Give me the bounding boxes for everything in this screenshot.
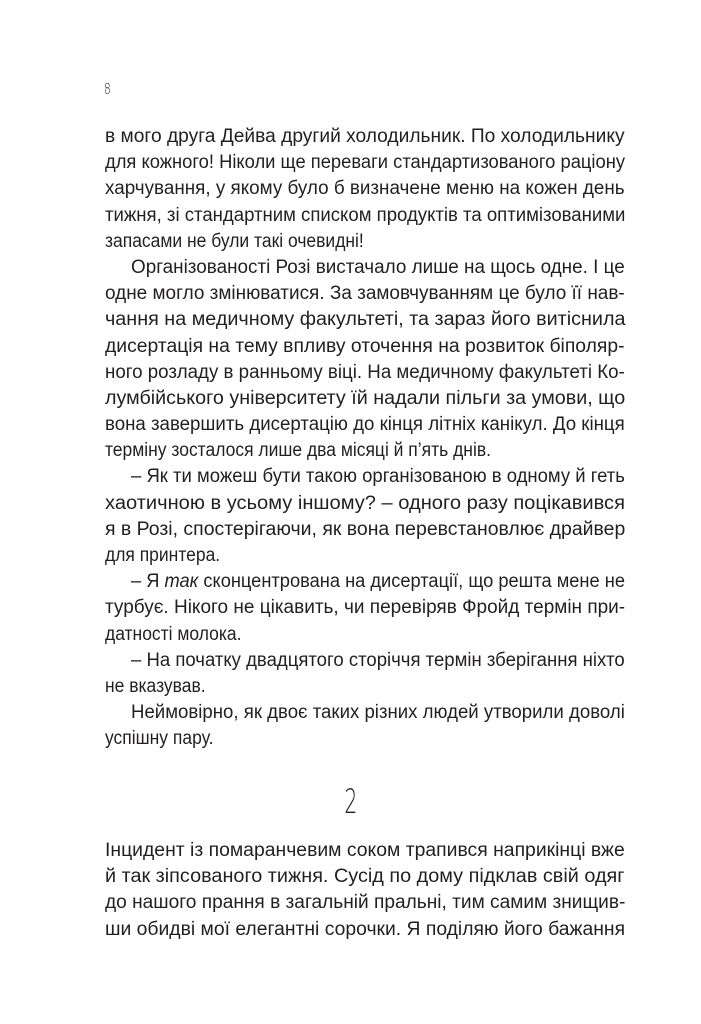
text-line: [105, 890, 625, 916]
text-line: [105, 517, 625, 543]
text-line-content: тижня, зі стандартним списком продуктів та оптимізованими: [105, 204, 626, 226]
text-line: [105, 622, 625, 648]
text-line-content: лумбійського університету їй надали пільги за умови, що: [105, 387, 626, 409]
text-line-content: для принтера.: [105, 545, 221, 566]
text-line: [105, 255, 625, 281]
text-line-content: ши обидві мої елегантні сорочки. Я поділяю його бажання: [105, 918, 626, 940]
text-line: [105, 917, 625, 943]
text-line: [105, 124, 625, 150]
page-number: 8: [104, 80, 111, 98]
text-line: [105, 360, 625, 386]
chapter-2-text: [105, 838, 625, 943]
text-line: [105, 864, 625, 890]
text-line: [105, 543, 625, 569]
text-line: [105, 307, 625, 333]
chapter-number: [0, 782, 701, 822]
text-line: [105, 569, 625, 595]
text-line-content: в мого друга Дейва другий холодильник. По холодильнику: [105, 126, 625, 147]
text-line-content: Інцидент із помаранчевим соком трапився наприкінці вже: [105, 840, 625, 861]
text-line-content: вона завершить дисертацію до кінця літніх канікул. До кінця: [105, 414, 625, 436]
text-line: [105, 491, 625, 517]
text-line-content: ного розладу в ранньому віці. На медичному факультеті Ко-: [105, 361, 625, 383]
text-line: [105, 595, 625, 621]
text-line: [105, 726, 625, 752]
chapter-number-label: 2: [344, 782, 357, 822]
section-1-text: [105, 124, 625, 753]
text-line: [105, 838, 625, 864]
text-line: [105, 700, 625, 726]
text-line: [105, 386, 625, 412]
text-line-content: запасами не були такі очевидні!: [105, 230, 364, 252]
text-line-content: для кожного! Ніколи ще переваги стандартизованого раціону: [105, 152, 626, 174]
text-line: [105, 412, 625, 438]
emphasis: так: [164, 571, 199, 593]
text-line-content: успішну пару.: [105, 728, 214, 750]
text-line-content: хаотичною в усьому іншому? – одного разу поцікавився: [105, 492, 625, 514]
text-line-content: чання на медичному факультеті, та зараз його витіснила: [105, 309, 626, 331]
text-line-content: Організованості Розі вистачало лише на щось одне. І це: [131, 256, 625, 278]
text-line-content: до нашого прання в загальній пральні, тим самим знищив-: [105, 892, 626, 914]
text-line-content: турбує. Нікого не цікавить, чи перевіряв Фройд термін при-: [105, 597, 626, 619]
text-line: [105, 438, 625, 464]
text-line-content: Неймовірно, як двоє таких різних людей утворили доволі: [131, 702, 625, 724]
text-line-content: харчування, у якому було б визначене меню на кожен день: [105, 178, 625, 200]
text-line: [105, 203, 625, 229]
text-line: [105, 674, 625, 700]
text-line-content: терміну зосталося лише два місяці й п’ять днів.: [105, 440, 491, 462]
text-line: [105, 464, 625, 490]
text-line: [105, 334, 625, 360]
text-line: [105, 150, 625, 176]
text-line-content: датності молока.: [105, 623, 242, 645]
text-line-content: – Як ти можеш бути такою організованою в одному й геть: [131, 466, 625, 488]
text-line-content: й так зіпсованого тижня. Сусід по дому підклав свій одяг: [105, 866, 625, 888]
text-line-content: не вказував.: [105, 675, 206, 697]
text-line: [105, 648, 625, 674]
text-line-content: одне могло змінюватися. За замовчуванням це було її нав-: [105, 283, 625, 305]
text-line: [105, 176, 625, 202]
text-line: [105, 229, 625, 255]
text-line-content: я в Розі, спостерігаючи, як вона перевстановлює драйвер: [105, 518, 626, 540]
text-line: [105, 281, 625, 307]
text-line-content: – На початку двадцятого сторіччя термін зберігання ніхто: [131, 649, 625, 671]
text-line-content: дисертація на тему впливу оточення на розвиток біполяр-: [105, 335, 625, 357]
text-line-content: – Я так сконцентрована на дисертації, що решта мене не: [131, 571, 625, 593]
